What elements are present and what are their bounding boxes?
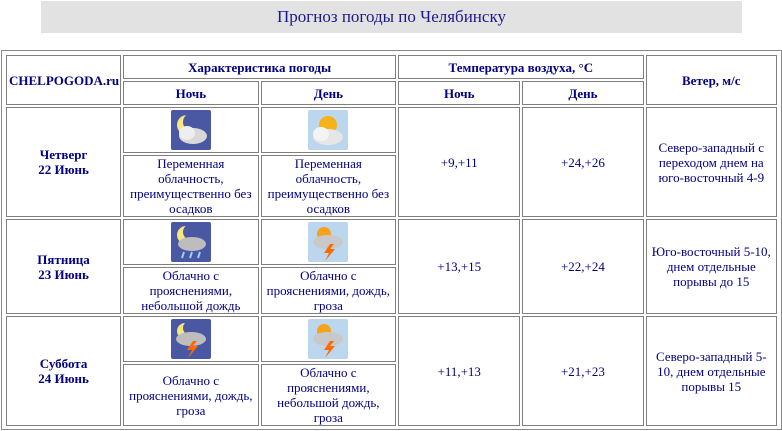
header-weather: Характеристика погоды [123,55,396,79]
header-weather-night: Ночь [123,81,258,105]
weekday: Четверг [39,147,88,162]
thunderstorm-icon [308,222,348,262]
day-icon-cell [261,219,397,265]
night-icon-cell [123,219,258,265]
night-desc: Облачно с прояснениями, дождь, гроза [123,364,258,426]
temp-day: +22,+24 [522,219,643,314]
day-label [6,107,121,217]
header-temperature: Температура воздуха, °С [398,55,643,79]
night-icon-cell [123,316,258,362]
header-weather-day: День [261,81,397,105]
day-label [6,316,121,426]
page-title: Прогноз погоды по Челябинску [41,1,742,33]
thunderstorm-icon [308,319,348,359]
wind-desc: Юго-восточный 5-10, днем отдельные порывы до 15 [646,219,777,314]
wind-desc: Северо-западный с переходом днем на юго-восточный 4-9 [646,107,777,217]
header-temp-day: День [522,81,643,105]
weekday: Суббота [39,356,88,371]
temp-day: +24,+26 [522,107,643,217]
moon-cloud-icon [171,110,211,150]
day-desc: Переменная облачность, преимущественно без осадков [261,155,397,217]
wind-desc: Северо-западный 5-10, днем отдельные порывы 15 [646,316,777,426]
forecast-table [4,53,779,428]
temp-day: +21,+23 [522,316,643,426]
header-temp-night: Ночь [398,81,520,105]
date: 23 Июнь [38,266,89,282]
day-desc: Облачно с прояснениями, дождь, гроза [261,267,397,314]
temp-night: +9,+11 [398,107,520,217]
night-desc: Облачно с прояснениями, небольшой дождь [123,267,258,314]
moon-cloud-rain-icon [171,222,211,262]
header-wind: Ветер, м/с [646,55,777,105]
weekday: Пятница [37,251,90,267]
sun-cloud-icon [308,110,348,150]
date: 24 Июнь [38,371,89,386]
site-name: CHELPOGODA.ru [6,55,121,105]
temp-night: +11,+13 [398,316,520,426]
temp-night: +13,+15 [398,219,520,314]
date: 22 Июнь [38,162,89,177]
night-desc: Переменная облачность, преимущественно без осадков [123,155,258,217]
day-icon-cell [261,316,397,362]
night-thunderstorm-icon [171,319,211,359]
day-label [6,219,121,314]
forecast-panel [1,50,782,430]
day-icon-cell [261,107,397,153]
night-icon-cell [123,107,258,153]
day-desc: Облачно с прояснениями, небольшой дождь, гроза [261,364,397,426]
